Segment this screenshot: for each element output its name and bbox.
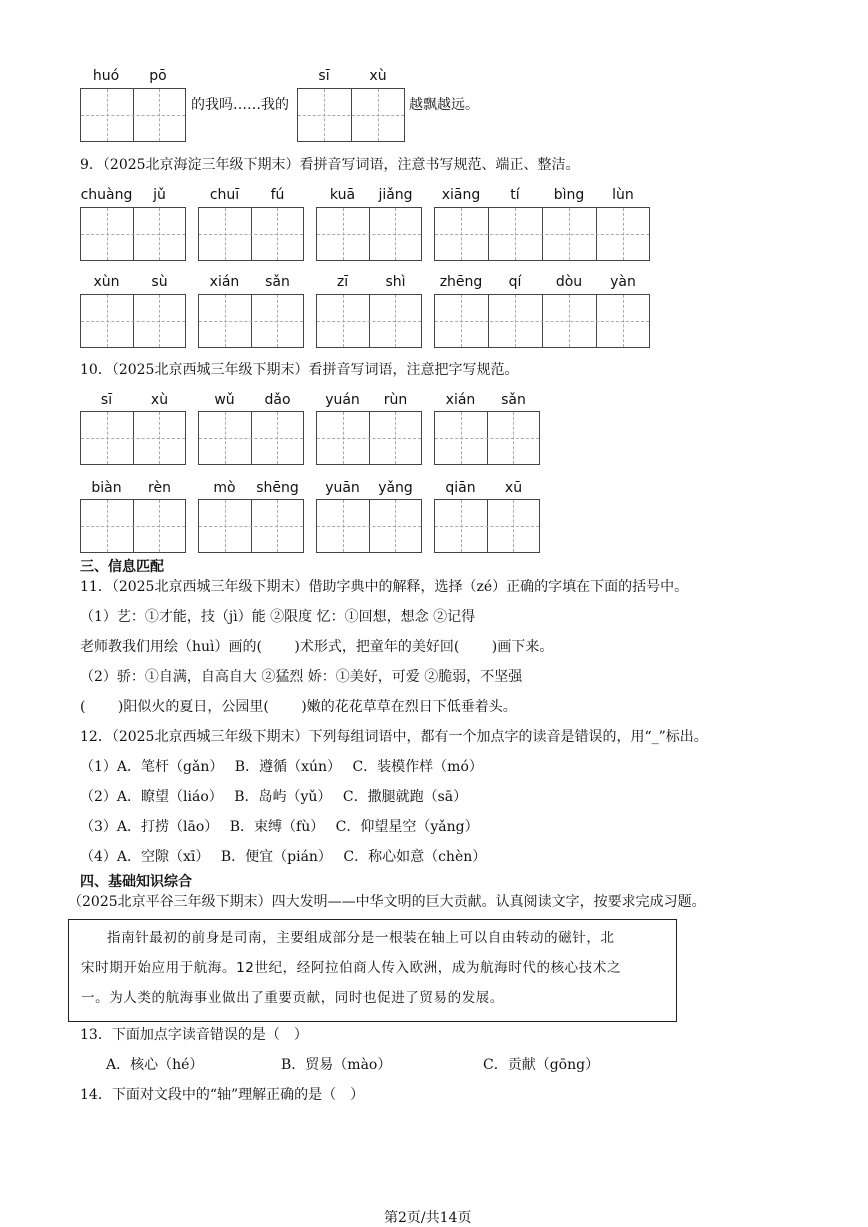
writing-grid[interactable] <box>198 499 304 553</box>
pinyin: rèn <box>148 480 171 496</box>
q11-title: 11．（2025北京西城三年级下期末）借助字典中的解释，选择（zé）正确的字填在下面的括号中。 <box>80 579 689 595</box>
pinyin: fú <box>270 187 285 203</box>
q12-option-row: （1）A．笔杆（gǎn） B．遵循（xún） C．装模作样（mó） <box>80 759 483 775</box>
pinyin: xiāng <box>441 187 481 203</box>
section-heading: 三、信息匹配 <box>80 559 164 575</box>
q10-title: 10．（2025北京西城三年级下期末）看拼音写词语，注意把字写规范。 <box>80 362 519 378</box>
writing-grid[interactable] <box>80 499 186 553</box>
q8-text-a: 的我吗……我的 <box>191 97 289 113</box>
pinyin: yuān <box>325 480 360 496</box>
q11-part1: （1）艺：①才能，技（jì）能 ②限度 忆：①回想，想念 ②记得 <box>80 609 476 625</box>
pinyin: sī <box>100 392 113 408</box>
pinyin-si: sī <box>318 68 330 84</box>
writing-grid[interactable] <box>297 88 405 142</box>
writing-grid[interactable] <box>434 499 540 553</box>
writing-grid[interactable] <box>198 207 304 261</box>
pinyin: zhēng <box>439 274 483 290</box>
pinyin: kuā <box>329 187 356 203</box>
pinyin-huo: huó <box>92 68 120 84</box>
q11-part2-fill: ( )阳似火的夏日，公园里( )嫩的花花草草在烈日下低垂着头。 <box>80 699 517 715</box>
pinyin: zī <box>336 274 349 290</box>
pinyin: yàn <box>610 274 636 290</box>
q8-text-b: 越飘越远。 <box>409 97 479 113</box>
reading-passage-box <box>68 919 677 1022</box>
passage-line: 宋时期开始应用于航海。12世纪，经阿拉伯商人传入欧洲，成为航海时代的核心技术之 <box>81 960 622 976</box>
pinyin: xián <box>445 392 476 408</box>
pinyin: xū <box>504 480 523 496</box>
q11-part2: （2）骄：①自满，自高自大 ②猛烈 娇：①美好，可爱 ②脆弱，不坚强 <box>80 669 523 685</box>
pinyin: xián <box>209 274 240 290</box>
writing-grid[interactable] <box>80 294 186 348</box>
pinyin: qiān <box>445 480 476 496</box>
pinyin: chuàng <box>80 187 133 203</box>
pinyin: sǎn <box>501 392 526 408</box>
pinyin: yuán <box>325 392 360 408</box>
pinyin: qí <box>508 274 522 290</box>
pinyin: dòu <box>555 274 583 290</box>
writing-grid[interactable] <box>80 411 186 465</box>
writing-grid[interactable] <box>316 294 422 348</box>
q13-option-b[interactable]: B．贸易（mào） <box>281 1057 392 1073</box>
writing-grid[interactable] <box>434 294 650 348</box>
writing-grid[interactable] <box>198 294 304 348</box>
writing-grid[interactable] <box>80 88 186 142</box>
pinyin: tí <box>510 187 520 203</box>
pinyin: shì <box>385 274 406 290</box>
pinyin: yǎng <box>378 480 413 496</box>
q9-title: 9．（2025北京海淀三年级下期末）看拼音写词语，注意书写规范、端正、整洁。 <box>80 157 580 173</box>
pinyin: wǔ <box>214 392 235 408</box>
q13-option-c[interactable]: C．贡献（gōng） <box>483 1057 600 1073</box>
pinyin: sǎn <box>265 274 290 290</box>
q12-option-row: （4）A．空隙（xī） B．便宜（pián） C．称心如意（chèn） <box>80 849 487 865</box>
passage-line: 指南针最初的前身是司南，主要组成部分是一根装在轴上可以自由转动的磁针，北 <box>107 930 615 946</box>
pinyin: sù <box>151 274 168 290</box>
pinyin: xùn <box>93 274 120 290</box>
q13-option-a[interactable]: A．核心（hé） <box>106 1057 204 1073</box>
q13-title: 13．下面加点字读音错误的是（ ） <box>80 1027 308 1043</box>
pinyin: rùn <box>383 392 408 408</box>
q14-title: 14．下面对文段中的“轴”理解正确的是（ ） <box>80 1087 365 1103</box>
writing-grid[interactable] <box>316 207 422 261</box>
sec4-intro: （2025北京平谷三年级下期末）四大发明——中华文明的巨大贡献。认真阅读文字，按要求完成习题。 <box>68 894 706 910</box>
passage-line: 一。为人类的航海事业做出了重要贡献，同时也促进了贸易的发展。 <box>81 990 504 1006</box>
page-number: 第2页/共14页 <box>384 1210 472 1226</box>
writing-grid[interactable] <box>316 411 422 465</box>
pinyin: bìng <box>553 187 585 203</box>
q12-option-row: （3）A．打捞（lāo） B．束缚（fù） C．仰望星空（yǎng） <box>80 819 479 835</box>
section-heading: 四、基础知识综合 <box>80 874 192 890</box>
q11-part1-fill: 老师教我们用绘（huì）画的( )术形式，把童年的美好回( )画下来。 <box>80 639 554 655</box>
pinyin: shēng <box>256 480 299 496</box>
pinyin: chuī <box>209 187 240 203</box>
q12-option-row: （2）A．瞭望（liáo） B．岛屿（yǔ） C．撒腿就跑（sā） <box>80 789 468 805</box>
writing-grid[interactable] <box>80 207 186 261</box>
pinyin: dǎo <box>264 392 291 408</box>
writing-grid[interactable] <box>316 499 422 553</box>
pinyin: jiǎng <box>378 187 413 203</box>
pinyin-po: pō <box>149 68 167 84</box>
pinyin-xu: xù <box>369 68 387 84</box>
pinyin: mò <box>213 480 236 496</box>
pinyin: lùn <box>612 187 634 203</box>
writing-grid[interactable] <box>434 207 650 261</box>
pinyin: xù <box>150 392 169 408</box>
writing-grid[interactable] <box>198 411 304 465</box>
writing-grid[interactable] <box>434 411 540 465</box>
pinyin: jǔ <box>153 187 166 203</box>
pinyin: biàn <box>91 480 122 496</box>
q12-title: 12．（2025北京西城三年级下期末）下列每组词语中，都有一个加点字的读音是错误的，用“_”标出。 <box>80 729 708 745</box>
